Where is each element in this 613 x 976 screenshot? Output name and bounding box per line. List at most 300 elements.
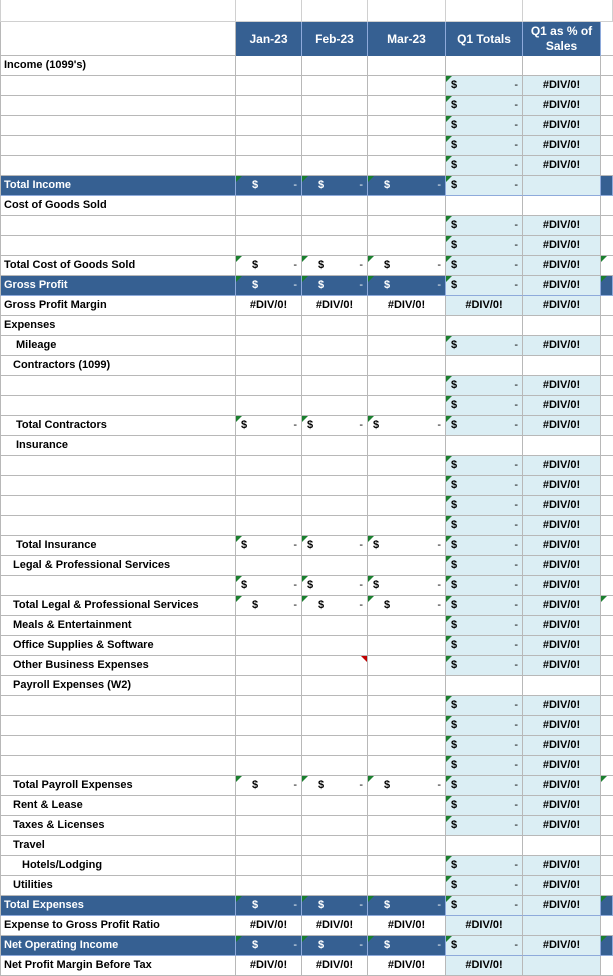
cell-q1-total[interactable] bbox=[446, 896, 523, 916]
cell-q1-pct[interactable] bbox=[523, 296, 601, 316]
cell-q1-total[interactable] bbox=[446, 136, 523, 156]
cell-q1-pct[interactable] bbox=[523, 696, 601, 716]
cell-q1-total[interactable] bbox=[446, 436, 523, 456]
cell-q1-pct[interactable] bbox=[523, 176, 601, 196]
cell-extra[interactable] bbox=[601, 596, 613, 616]
cell-jan[interactable] bbox=[236, 456, 302, 476]
cell-feb[interactable] bbox=[302, 456, 368, 476]
row-label-cell[interactable] bbox=[0, 296, 236, 316]
cell-feb[interactable] bbox=[302, 496, 368, 516]
cell-extra[interactable] bbox=[601, 196, 613, 216]
cell-extra[interactable] bbox=[601, 136, 613, 156]
cell-mar[interactable] bbox=[368, 856, 446, 876]
cell-q1-pct[interactable] bbox=[523, 196, 601, 216]
cell-feb[interactable] bbox=[302, 156, 368, 176]
cell-mar[interactable] bbox=[368, 916, 446, 936]
cell-q1-pct[interactable] bbox=[523, 736, 601, 756]
cell-extra[interactable] bbox=[601, 436, 613, 456]
cell-extra[interactable] bbox=[601, 496, 613, 516]
cell-q1-total[interactable] bbox=[446, 376, 523, 396]
header-q1-pct[interactable]: Q1 as % of Sales bbox=[523, 22, 601, 56]
row-label-cell[interactable] bbox=[0, 776, 236, 796]
cell-feb[interactable] bbox=[302, 136, 368, 156]
cell-q1-total[interactable] bbox=[446, 876, 523, 896]
cell-feb[interactable] bbox=[302, 216, 368, 236]
cell-mar[interactable] bbox=[368, 476, 446, 496]
cell-q1-total[interactable] bbox=[446, 516, 523, 536]
cell-mar[interactable] bbox=[368, 876, 446, 896]
cell-extra[interactable] bbox=[601, 216, 613, 236]
cell-q1-pct[interactable] bbox=[523, 536, 601, 556]
cell-mar[interactable] bbox=[368, 816, 446, 836]
cell-jan[interactable] bbox=[236, 476, 302, 496]
cell-q1-pct[interactable] bbox=[523, 956, 601, 976]
cell-mar[interactable] bbox=[368, 656, 446, 676]
cell-q1-total[interactable] bbox=[446, 276, 523, 296]
header-feb[interactable]: Feb-23 bbox=[302, 22, 368, 56]
row-label-cell[interactable] bbox=[0, 56, 236, 76]
cell-feb[interactable] bbox=[302, 956, 368, 976]
row-label-cell[interactable] bbox=[0, 456, 236, 476]
row-label-cell[interactable] bbox=[0, 656, 236, 676]
cell-extra[interactable] bbox=[601, 356, 613, 376]
cell-q1-total[interactable] bbox=[446, 776, 523, 796]
cell-jan[interactable] bbox=[236, 656, 302, 676]
row-label-cell[interactable] bbox=[0, 476, 236, 496]
cell-mar[interactable] bbox=[368, 216, 446, 236]
cell-q1-pct[interactable] bbox=[523, 416, 601, 436]
cell-mar[interactable] bbox=[368, 56, 446, 76]
cell-extra[interactable] bbox=[601, 576, 613, 596]
row-label-cell[interactable] bbox=[0, 796, 236, 816]
cell-extra[interactable] bbox=[601, 316, 613, 336]
header-jan[interactable]: Jan-23 bbox=[236, 22, 302, 56]
cell-q1-total[interactable] bbox=[446, 736, 523, 756]
cell-extra[interactable] bbox=[601, 856, 613, 876]
cell-q1-pct[interactable] bbox=[523, 656, 601, 676]
cell-jan[interactable] bbox=[236, 756, 302, 776]
cell-q1-total[interactable] bbox=[446, 56, 523, 76]
cell-extra[interactable] bbox=[601, 176, 613, 196]
cell-q1-pct[interactable] bbox=[523, 96, 601, 116]
cell-jan[interactable] bbox=[236, 136, 302, 156]
cell-mar[interactable] bbox=[368, 936, 446, 956]
cell-extra[interactable] bbox=[601, 636, 613, 656]
cell-mar[interactable] bbox=[368, 616, 446, 636]
cell-mar[interactable] bbox=[368, 496, 446, 516]
row-label-cell[interactable] bbox=[0, 676, 236, 696]
cell-q1-pct[interactable] bbox=[523, 716, 601, 736]
row-label-cell[interactable] bbox=[0, 496, 236, 516]
row-label-cell[interactable] bbox=[0, 76, 236, 96]
cell-feb[interactable] bbox=[302, 776, 368, 796]
cell-q1-pct[interactable] bbox=[523, 796, 601, 816]
cell-q1-pct[interactable] bbox=[523, 776, 601, 796]
cell-jan[interactable] bbox=[236, 516, 302, 536]
cell-q1-pct[interactable] bbox=[523, 636, 601, 656]
cell-extra[interactable] bbox=[601, 956, 613, 976]
cell-jan[interactable] bbox=[236, 196, 302, 216]
cell-q1-pct[interactable] bbox=[523, 116, 601, 136]
cell-jan[interactable] bbox=[236, 416, 302, 436]
cell-q1-total[interactable] bbox=[446, 676, 523, 696]
cell-feb[interactable] bbox=[302, 416, 368, 436]
row-label-cell[interactable] bbox=[0, 96, 236, 116]
cell-jan[interactable] bbox=[236, 596, 302, 616]
cell-q1-total[interactable] bbox=[446, 456, 523, 476]
cell-mar[interactable] bbox=[368, 676, 446, 696]
cell-feb[interactable] bbox=[302, 536, 368, 556]
cell-jan[interactable] bbox=[236, 556, 302, 576]
cell-extra[interactable] bbox=[601, 796, 613, 816]
cell-jan[interactable] bbox=[236, 736, 302, 756]
cell-jan[interactable] bbox=[236, 276, 302, 296]
cell-q1-pct[interactable] bbox=[523, 816, 601, 836]
cell-jan[interactable] bbox=[236, 296, 302, 316]
cell-jan[interactable] bbox=[236, 116, 302, 136]
row-label-cell[interactable] bbox=[0, 756, 236, 776]
cell-mar[interactable] bbox=[368, 696, 446, 716]
cell-mar[interactable] bbox=[368, 796, 446, 816]
cell-feb[interactable] bbox=[302, 256, 368, 276]
cell-q1-pct[interactable] bbox=[523, 596, 601, 616]
row-label-cell[interactable] bbox=[0, 856, 236, 876]
cell[interactable] bbox=[0, 0, 236, 22]
cell-q1-pct[interactable] bbox=[523, 356, 601, 376]
row-label-cell[interactable] bbox=[0, 836, 236, 856]
cell-mar[interactable] bbox=[368, 276, 446, 296]
cell-jan[interactable] bbox=[236, 936, 302, 956]
row-label-cell[interactable] bbox=[0, 916, 236, 936]
cell-q1-pct[interactable] bbox=[523, 336, 601, 356]
cell-extra[interactable] bbox=[601, 256, 613, 276]
cell-jan[interactable] bbox=[236, 956, 302, 976]
cell-mar[interactable] bbox=[368, 176, 446, 196]
row-label-cell[interactable] bbox=[0, 256, 236, 276]
cell-feb[interactable] bbox=[302, 816, 368, 836]
row-label-cell[interactable] bbox=[0, 616, 236, 636]
cell-extra[interactable] bbox=[601, 296, 613, 316]
cell-jan[interactable] bbox=[236, 316, 302, 336]
cell-q1-pct[interactable] bbox=[523, 256, 601, 276]
cell-jan[interactable] bbox=[236, 836, 302, 856]
header-blank-cell[interactable] bbox=[0, 22, 236, 56]
cell-q1-pct[interactable] bbox=[523, 856, 601, 876]
cell-feb[interactable] bbox=[302, 476, 368, 496]
cell-extra[interactable] bbox=[601, 936, 613, 956]
cell-q1-total[interactable] bbox=[446, 656, 523, 676]
cell-q1-total[interactable] bbox=[446, 356, 523, 376]
cell-feb[interactable] bbox=[302, 896, 368, 916]
row-label-cell[interactable] bbox=[0, 336, 236, 356]
cell-extra[interactable] bbox=[601, 656, 613, 676]
cell-mar[interactable] bbox=[368, 536, 446, 556]
row-label-cell[interactable] bbox=[0, 216, 236, 236]
cell-jan[interactable] bbox=[236, 856, 302, 876]
cell-q1-pct[interactable] bbox=[523, 216, 601, 236]
cell-mar[interactable] bbox=[368, 956, 446, 976]
cell-mar[interactable] bbox=[368, 116, 446, 136]
cell-feb[interactable] bbox=[302, 376, 368, 396]
cell-mar[interactable] bbox=[368, 516, 446, 536]
cell-q1-total[interactable] bbox=[446, 616, 523, 636]
cell-jan[interactable] bbox=[236, 716, 302, 736]
cell-feb[interactable] bbox=[302, 856, 368, 876]
cell-jan[interactable] bbox=[236, 636, 302, 656]
cell-q1-pct[interactable] bbox=[523, 676, 601, 696]
cell-extra[interactable] bbox=[601, 56, 613, 76]
row-label-cell[interactable] bbox=[0, 876, 236, 896]
cell-feb[interactable] bbox=[302, 716, 368, 736]
cell-q1-pct[interactable] bbox=[523, 316, 601, 336]
row-label-cell[interactable] bbox=[0, 116, 236, 136]
cell-q1-pct[interactable] bbox=[523, 836, 601, 856]
row-label-cell[interactable] bbox=[0, 596, 236, 616]
cell-jan[interactable] bbox=[236, 536, 302, 556]
cell-feb[interactable] bbox=[302, 356, 368, 376]
cell-extra[interactable] bbox=[601, 376, 613, 396]
cell-q1-pct[interactable] bbox=[523, 556, 601, 576]
cell-q1-total[interactable] bbox=[446, 536, 523, 556]
cell-jan[interactable] bbox=[236, 916, 302, 936]
cell-q1-pct[interactable] bbox=[523, 876, 601, 896]
cell-q1-pct[interactable] bbox=[523, 936, 601, 956]
cell-extra[interactable] bbox=[601, 456, 613, 476]
cell-q1-pct[interactable] bbox=[523, 136, 601, 156]
cell-feb[interactable] bbox=[302, 616, 368, 636]
cell-jan[interactable] bbox=[236, 236, 302, 256]
cell-mar[interactable] bbox=[368, 556, 446, 576]
cell-feb[interactable] bbox=[302, 396, 368, 416]
cell-extra[interactable] bbox=[601, 896, 613, 916]
cell-extra[interactable] bbox=[601, 696, 613, 716]
cell-feb[interactable] bbox=[302, 636, 368, 656]
cell-q1-total[interactable] bbox=[446, 836, 523, 856]
cell-feb[interactable] bbox=[302, 96, 368, 116]
cell-q1-total[interactable] bbox=[446, 336, 523, 356]
cell-extra[interactable] bbox=[601, 676, 613, 696]
row-label-cell[interactable] bbox=[0, 356, 236, 376]
cell-q1-total[interactable] bbox=[446, 816, 523, 836]
cell-q1-total[interactable] bbox=[446, 396, 523, 416]
cell-q1-total[interactable] bbox=[446, 556, 523, 576]
cell-extra[interactable] bbox=[601, 516, 613, 536]
cell-mar[interactable] bbox=[368, 596, 446, 616]
row-label-cell[interactable] bbox=[0, 636, 236, 656]
cell-q1-total[interactable] bbox=[446, 176, 523, 196]
cell-q1-pct[interactable] bbox=[523, 436, 601, 456]
cell-extra[interactable] bbox=[601, 336, 613, 356]
cell-mar[interactable] bbox=[368, 316, 446, 336]
cell-extra[interactable] bbox=[601, 736, 613, 756]
row-label-cell[interactable] bbox=[0, 236, 236, 256]
cell-jan[interactable] bbox=[236, 96, 302, 116]
cell[interactable] bbox=[368, 0, 446, 22]
cell-q1-total[interactable] bbox=[446, 156, 523, 176]
cell-feb[interactable] bbox=[302, 836, 368, 856]
cell-q1-total[interactable] bbox=[446, 796, 523, 816]
cell-extra[interactable] bbox=[601, 156, 613, 176]
cell-extra[interactable] bbox=[601, 716, 613, 736]
cell-q1-total[interactable] bbox=[446, 756, 523, 776]
cell-extra[interactable] bbox=[601, 236, 613, 256]
cell-feb[interactable] bbox=[302, 736, 368, 756]
row-label-cell[interactable] bbox=[0, 376, 236, 396]
cell-feb[interactable] bbox=[302, 236, 368, 256]
cell-q1-total[interactable] bbox=[446, 576, 523, 596]
row-label-cell[interactable] bbox=[0, 576, 236, 596]
cell-mar[interactable] bbox=[368, 636, 446, 656]
cell-extra[interactable] bbox=[601, 116, 613, 136]
cell-feb[interactable] bbox=[302, 676, 368, 696]
cell-q1-total[interactable] bbox=[446, 936, 523, 956]
cell-jan[interactable] bbox=[236, 156, 302, 176]
cell-jan[interactable] bbox=[236, 576, 302, 596]
cell-mar[interactable] bbox=[368, 376, 446, 396]
cell-q1-total[interactable] bbox=[446, 236, 523, 256]
row-label-cell[interactable] bbox=[0, 896, 236, 916]
cell-q1-total[interactable] bbox=[446, 956, 523, 976]
row-label-cell[interactable] bbox=[0, 556, 236, 576]
cell-q1-total[interactable] bbox=[446, 296, 523, 316]
cell-mar[interactable] bbox=[368, 196, 446, 216]
cell-feb[interactable] bbox=[302, 696, 368, 716]
cell-extra[interactable] bbox=[601, 96, 613, 116]
cell-feb[interactable] bbox=[302, 176, 368, 196]
cell-feb[interactable] bbox=[302, 336, 368, 356]
cell-jan[interactable] bbox=[236, 796, 302, 816]
cell-jan[interactable] bbox=[236, 376, 302, 396]
header-mar[interactable]: Mar-23 bbox=[368, 22, 446, 56]
cell-extra[interactable] bbox=[601, 836, 613, 856]
cell-mar[interactable] bbox=[368, 756, 446, 776]
cell-mar[interactable] bbox=[368, 396, 446, 416]
cell-mar[interactable] bbox=[368, 356, 446, 376]
cell-q1-total[interactable] bbox=[446, 496, 523, 516]
cell-jan[interactable] bbox=[236, 176, 302, 196]
cell-q1-total[interactable] bbox=[446, 196, 523, 216]
cell-jan[interactable] bbox=[236, 56, 302, 76]
cell-q1-total[interactable] bbox=[446, 76, 523, 96]
row-label-cell[interactable] bbox=[0, 696, 236, 716]
cell-q1-total[interactable] bbox=[446, 116, 523, 136]
cell-q1-pct[interactable] bbox=[523, 496, 601, 516]
cell-extra[interactable] bbox=[601, 916, 613, 936]
cell-q1-pct[interactable] bbox=[523, 236, 601, 256]
cell-q1-pct[interactable] bbox=[523, 396, 601, 416]
cell-q1-total[interactable] bbox=[446, 416, 523, 436]
cell-mar[interactable] bbox=[368, 416, 446, 436]
cell-jan[interactable] bbox=[236, 876, 302, 896]
cell-mar[interactable] bbox=[368, 336, 446, 356]
cell-q1-pct[interactable] bbox=[523, 76, 601, 96]
cell-extra[interactable] bbox=[601, 396, 613, 416]
cell-extra[interactable] bbox=[601, 76, 613, 96]
cell-feb[interactable] bbox=[302, 916, 368, 936]
row-label-cell[interactable] bbox=[0, 736, 236, 756]
cell-q1-pct[interactable] bbox=[523, 156, 601, 176]
cell-jan[interactable] bbox=[236, 676, 302, 696]
cell-q1-total[interactable] bbox=[446, 596, 523, 616]
row-label-cell[interactable] bbox=[0, 716, 236, 736]
cell-q1-pct[interactable] bbox=[523, 616, 601, 636]
cell-extra[interactable] bbox=[601, 476, 613, 496]
row-label-cell[interactable] bbox=[0, 276, 236, 296]
row-label-cell[interactable] bbox=[0, 936, 236, 956]
header-extra-cell[interactable] bbox=[601, 22, 613, 56]
cell-q1-total[interactable] bbox=[446, 216, 523, 236]
cell-q1-total[interactable] bbox=[446, 96, 523, 116]
cell-mar[interactable] bbox=[368, 296, 446, 316]
cell-jan[interactable] bbox=[236, 396, 302, 416]
cell-mar[interactable] bbox=[368, 156, 446, 176]
cell-mar[interactable] bbox=[368, 456, 446, 476]
cell-q1-pct[interactable] bbox=[523, 476, 601, 496]
cell-jan[interactable] bbox=[236, 216, 302, 236]
cell-jan[interactable] bbox=[236, 256, 302, 276]
cell-q1-total[interactable] bbox=[446, 916, 523, 936]
cell-extra[interactable] bbox=[601, 276, 613, 296]
cell[interactable] bbox=[236, 0, 302, 22]
row-label-cell[interactable] bbox=[0, 816, 236, 836]
cell-mar[interactable] bbox=[368, 836, 446, 856]
cell[interactable] bbox=[446, 0, 523, 22]
cell-extra[interactable] bbox=[601, 876, 613, 896]
cell-q1-pct[interactable] bbox=[523, 376, 601, 396]
cell-mar[interactable] bbox=[368, 96, 446, 116]
row-label-cell[interactable] bbox=[0, 156, 236, 176]
cell-feb[interactable] bbox=[302, 656, 368, 676]
cell-jan[interactable] bbox=[236, 436, 302, 456]
cell-extra[interactable] bbox=[601, 616, 613, 636]
cell-extra[interactable] bbox=[601, 816, 613, 836]
cell-feb[interactable] bbox=[302, 296, 368, 316]
row-label-cell[interactable] bbox=[0, 136, 236, 156]
cell-q1-total[interactable] bbox=[446, 256, 523, 276]
cell-feb[interactable] bbox=[302, 596, 368, 616]
cell-mar[interactable] bbox=[368, 896, 446, 916]
cell-mar[interactable] bbox=[368, 776, 446, 796]
cell-feb[interactable] bbox=[302, 196, 368, 216]
row-label-cell[interactable] bbox=[0, 536, 236, 556]
cell-extra[interactable] bbox=[601, 756, 613, 776]
cell-extra[interactable] bbox=[601, 556, 613, 576]
cell-jan[interactable] bbox=[236, 356, 302, 376]
cell-mar[interactable] bbox=[368, 736, 446, 756]
cell-q1-pct[interactable] bbox=[523, 916, 601, 936]
cell-jan[interactable] bbox=[236, 816, 302, 836]
cell-feb[interactable] bbox=[302, 116, 368, 136]
row-label-cell[interactable] bbox=[0, 196, 236, 216]
cell-feb[interactable] bbox=[302, 756, 368, 776]
cell-q1-total[interactable] bbox=[446, 696, 523, 716]
row-label-cell[interactable] bbox=[0, 316, 236, 336]
cell-q1-pct[interactable] bbox=[523, 56, 601, 76]
cell-mar[interactable] bbox=[368, 576, 446, 596]
cell-jan[interactable] bbox=[236, 496, 302, 516]
cell-q1-pct[interactable] bbox=[523, 896, 601, 916]
cell-jan[interactable] bbox=[236, 776, 302, 796]
cell-mar[interactable] bbox=[368, 256, 446, 276]
cell-q1-total[interactable] bbox=[446, 476, 523, 496]
cell-feb[interactable] bbox=[302, 876, 368, 896]
cell-mar[interactable] bbox=[368, 436, 446, 456]
header-q1-totals[interactable]: Q1 Totals bbox=[446, 22, 523, 56]
cell-q1-pct[interactable] bbox=[523, 756, 601, 776]
cell-feb[interactable] bbox=[302, 936, 368, 956]
cell-q1-pct[interactable] bbox=[523, 276, 601, 296]
cell-q1-total[interactable] bbox=[446, 316, 523, 336]
